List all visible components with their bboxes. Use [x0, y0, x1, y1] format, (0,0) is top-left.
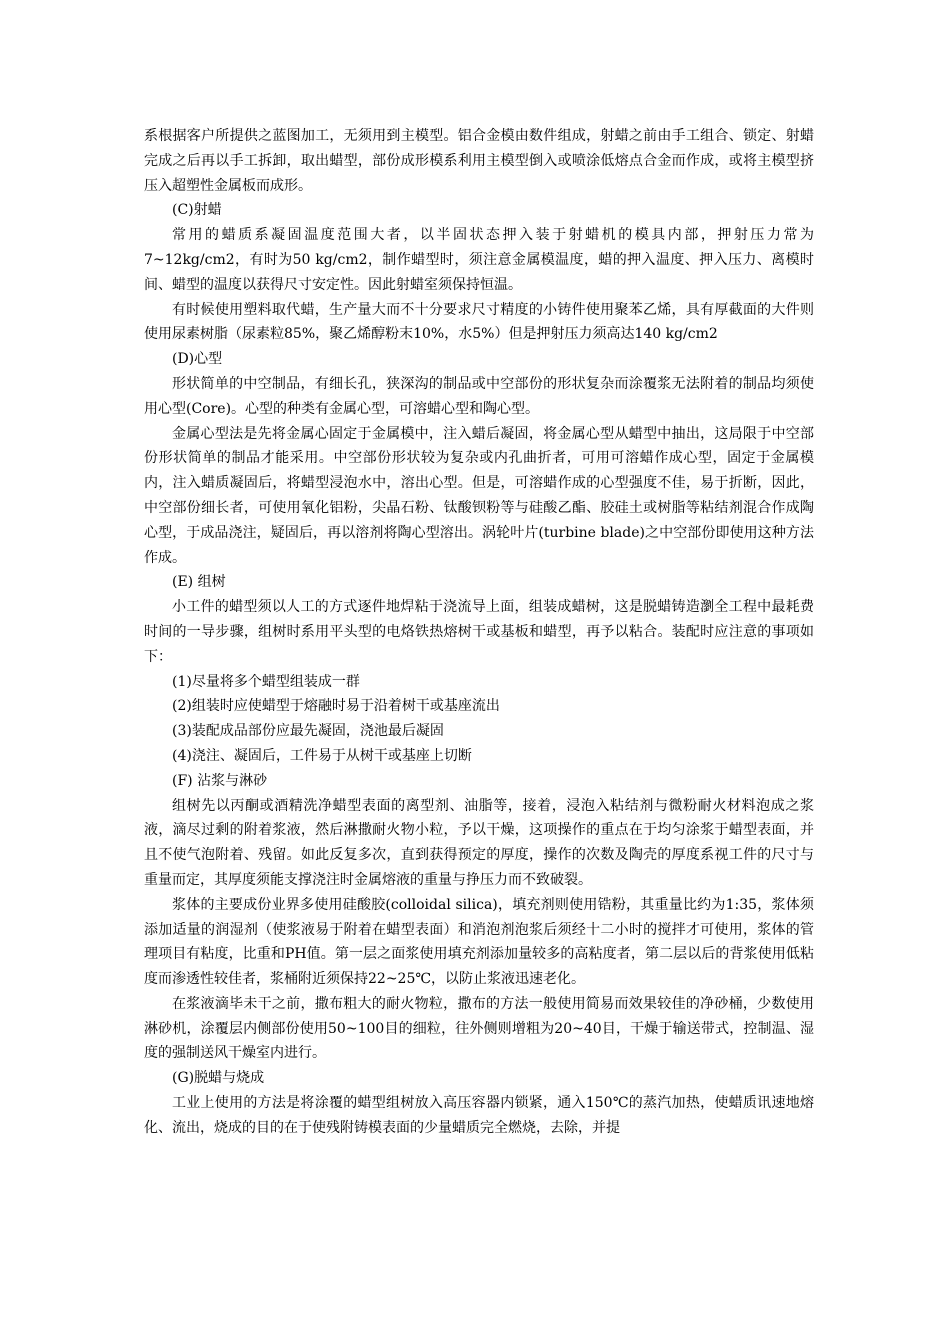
section-heading-dewax-firing: (G)脱蜡与烧成 [172, 1070, 265, 1087]
paragraph-core-types: 形状简单的中空制品，有细长孔，狭深沟的制品或中空部份的形状复杂而涂覆浆无法附着的制品均须使用心型(Core)。心型的种类有金属心型，可溶蜡心型和陶心型。 [144, 375, 814, 417]
paragraph-plastic-substitute: 有时候使用塑料取代蜡，生产量大而不十分要求尺寸精度的小铸件使用聚苯乙烯，具有厚截面的大件则使用尿素树脂（尿素粒85%，聚乙烯醇粉末10%，水5%）但是押射压力须高达140 kg/cm2 [144, 301, 814, 343]
document-page [144, 124, 814, 1141]
paragraph-slurry-process: 组树先以丙酮或酒精洗净蜡型表面的离型剂、油脂等，接着，浸泡入粘结剂与微粉耐火材料泡成之浆液，滴尽过剩的附着浆液，然后淋撒耐火物小粒，予以干燥，这项操作的重点在于均匀涂浆于蜡型表面，并且不使气泡附着、残留。如此反复多次，直到获得预定的厚度，操作的次数及陶壳的厚度系视工件的尺寸与重量而定，其厚度须能支撑浇注时金属熔液的重量与挣压力而不致破裂。 [144, 797, 814, 888]
paragraph-dewax-firing: 工业上使用的方法是将涂覆的蜡型组树放入高压容器内锁紧，通入150℃的蒸汽加热，使蜡质讯速地熔化、流出，烧成的目的在于使残附铸模表面的少量蜡质完全燃烧，去除，并提 [144, 1095, 814, 1136]
paragraph-metal-core-method: 金属心型法是先将金属心固定于金属模中，注入蜡后凝固，将金属心型从蜡型中抽出，这局限于中空部份形状简单的制品才能采用。中空部份形状较为复杂或内孔曲折者，可用可溶蜡作成心型，固定于金属模内，注入蜡质凝固后，将蜡型浸泡水中，溶出心型。但是，可溶蜡作成的心型强度不佳，易于折断，因此，中空部份细长者，可使用氧化铝粉，尖晶石粉、钛酸钡粉等与硅酸乙酯、胶硅土或树脂等粘结剂混合作成陶心型，于成品浇注，疑固后，再以溶剂将陶心型溶出。涡轮叶片(turbine blade)之中空部份即使用这种方法作成。 [144, 425, 814, 566]
section-heading-wax-injection: (C)射蜡 [172, 202, 222, 219]
section-heading-tree-assembly: (E) 组树 [172, 574, 226, 591]
section-heading-slurry-sanding: (F) 沾浆与淋砂 [172, 772, 268, 789]
paragraph-wax-injection-pressure: 常用的蜡质系凝固温度范围大者，以半固状态押入装于射蜡机的模具内部，押射压力常为7~12kg/cm2，有时为50 kg/cm2，制作蜡型时，须注意金属模温度，蜡的押入温度、押入压力、离模时间、蜡型的温度以获得尺寸安定性。因此射蜡室须保持恒温。 [144, 227, 814, 293]
paragraph-sanding: 在浆液滴毕未干之前，撒布粗大的耐火物粒，撒布的方法一般使用简易而效果较佳的净砂桶，少数使用淋砂机，涂覆层内侧部份使用50~100目的细粒，往外侧则增粗为20~40目，干燥于输送带式，控制温、湿度的强制送风干燥室内进行。 [144, 995, 814, 1062]
paragraph-tree-assembly: 小工件的蜡型须以人工的方式逐件地焊粘于浇流导上面，组装成蜡树，这是脱蜡铸造瀏全工程中最耗费时间的一导步骤，组树时系用平头型的电烙铁热熔树干或基板和蜡型，再予以粘合。装配时应注意的事项如下： [144, 599, 814, 665]
list-item: (2)组装时应使蜡型于熔融时易于沿着树干或基座流出 [172, 698, 500, 715]
section-heading-core: (D)心型 [172, 351, 223, 368]
paragraph-pattern-making: 系根据客户所提供之蓝图加工，无须用到主模型。铝合金模由数件组成，射蜡之前由手工组合、锁定、射蜡完成之后再以手工拆卸，取出蜡型，部份成形模系利用主模型倒入或喷涂低熔点合金而作成，或将主模型挤压入超塑性金属板而成形。 [144, 128, 814, 194]
list-item: (3)装配成品部份应最先凝固，浇池最后凝固 [172, 723, 444, 740]
list-item: (4)浇注、凝固后，工件易于从树干或基座上切断 [172, 747, 472, 764]
paragraph-slurry-composition: 浆体的主要成份业界多使用硅酸胶(colloidal silica)，填充剂则使用锆粉，其重量比约为1:35，浆体须添加适量的润湿剂（使浆液易于附着在蜡型表面）和消泡剂泡浆后须经十二小时的搅拌才可使用，浆体的管理项目有粘度，比重和PH值。第一层之面浆使用填充剂添加量较多的高粘度者，第二层以后的背浆使用低粘度而渗透性较佳者，浆桶附近须保持22~25℃，以防止浆液迅速老化。 [144, 896, 814, 988]
list-item: (1)尽量将多个蜡型组装成一群 [172, 673, 360, 690]
